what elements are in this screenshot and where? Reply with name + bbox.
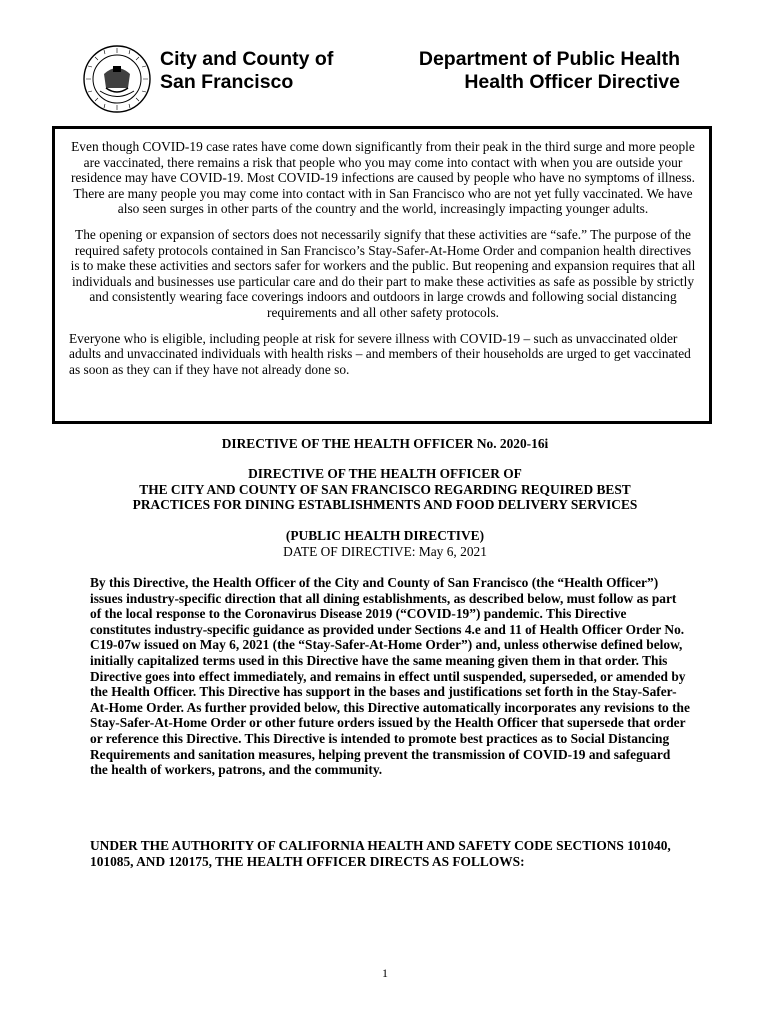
header-department-line2: Health Officer Directive	[464, 71, 680, 93]
directive-type: (PUBLIC HEALTH DIRECTIVE)	[285, 528, 485, 543]
directive-title-line3: PRACTICES FOR DINING ESTABLISHMENTS AND FOOD DELIVERY SERVICES	[132, 497, 638, 513]
page-number: 1	[382, 966, 388, 980]
header-city-line1: City and County of	[160, 48, 334, 70]
notice-paragraph-2: The opening or expansion of sectors does not necessarily signify that these activities are “safe.” The purpose of the required safety protocols contained in San Francisco’s Stay-Safer-At-Home Order and companion health directives is to make these activities and sectors safer for workers and the public. But reopening and expansion requires that all individuals and businesses use particular care and do their part to make these activities as safe as possible by strictly and consistently wearing face coverings indoors and outdoors in large crowds and following social distancing requirements and all other safety protocols.	[70, 226, 696, 320]
city-seal-icon	[82, 44, 152, 114]
header-department	[419, 48, 680, 94]
directive-title	[40, 466, 730, 513]
directive-number: DIRECTIVE OF THE HEALTH OFFICER No. 2020-16i	[221, 436, 549, 451]
directive-date: DATE OF DIRECTIVE: May 6, 2021	[283, 543, 487, 559]
directive-body-paragraph: By this Directive, the Health Officer of the City and County of San Francisco (the “Health Officer”) issues industry-specific direction that all dining establishments, as described below, must follow as part of the local response to the Coronavirus Disease 2019 (“COVID-19”) pandemic. This Directive constitutes industry-specific guidance as provided under Sections 4.e and 11 of Health Officer Order No. C19-07w issued on May 6, 2021 (the “Stay-Safer-At-Home Order”) and, unless otherwise defined below, initially capitalized terms used in this Directive have the same meaning given them in that order. This Directive goes into effect immediately, and remains in effect until suspended, superseded, or amended by the Health Officer. This Directive has support in the bases and justifications set forth in the Stay-Safer-At-Home Order. As further provided below, this Directive automatically incorporates any revisions to the Stay-Safer-At-Home Order or other future orders issued by the Health Officer that supersede that order or reference this Directive. This Directive is intended to promote best practices as to Social Distancing Requirements and sanitation measures, helping prevent the transmission of COVID-19 and safeguard the health of workers, patrons, and the community.	[90, 575, 690, 778]
covid-notice-box	[52, 126, 712, 424]
header-department-line1: Department of Public Health	[418, 48, 680, 70]
directive-meta	[40, 528, 730, 559]
notice-paragraph-1: Even though COVID-19 case rates have come down significantly from their peak in the third surge and more people are vaccinated, there remains a risk that people who you may come into contact with when you are outside your residence may have COVID-19. Most COVID-19 infections are caused by people who have no symptoms of illness. There are many people you may come into contact with in San Francisco who are not yet fully vaccinated. We have also seen surges in other parts of the country and the world, increasingly impacting younger adults.	[70, 139, 695, 217]
header-city-line2: San Francisco	[160, 71, 294, 93]
authority-statement: UNDER THE AUTHORITY OF CALIFORNIA HEALTH AND SAFETY CODE SECTIONS 101040, 101085, AND 120175, THE HEALTH OFFICER DIRECTS AS FOLLOWS:	[90, 838, 671, 869]
directive-title-line1: DIRECTIVE OF THE HEALTH OFFICER OF	[248, 466, 522, 481]
header-city	[160, 48, 333, 94]
notice-paragraph-3: Everyone who is eligible, including people at risk for severe illness with COVID-19 – such as unvaccinated older adults and unvaccinated individuals with health risks – and members of their households are urged to get vaccinated as soon as they can if they have not already done so.	[69, 330, 691, 377]
directive-title-line2: THE CITY AND COUNTY OF SAN FRANCISCO REGARDING REQUIRED BEST	[139, 481, 631, 497]
